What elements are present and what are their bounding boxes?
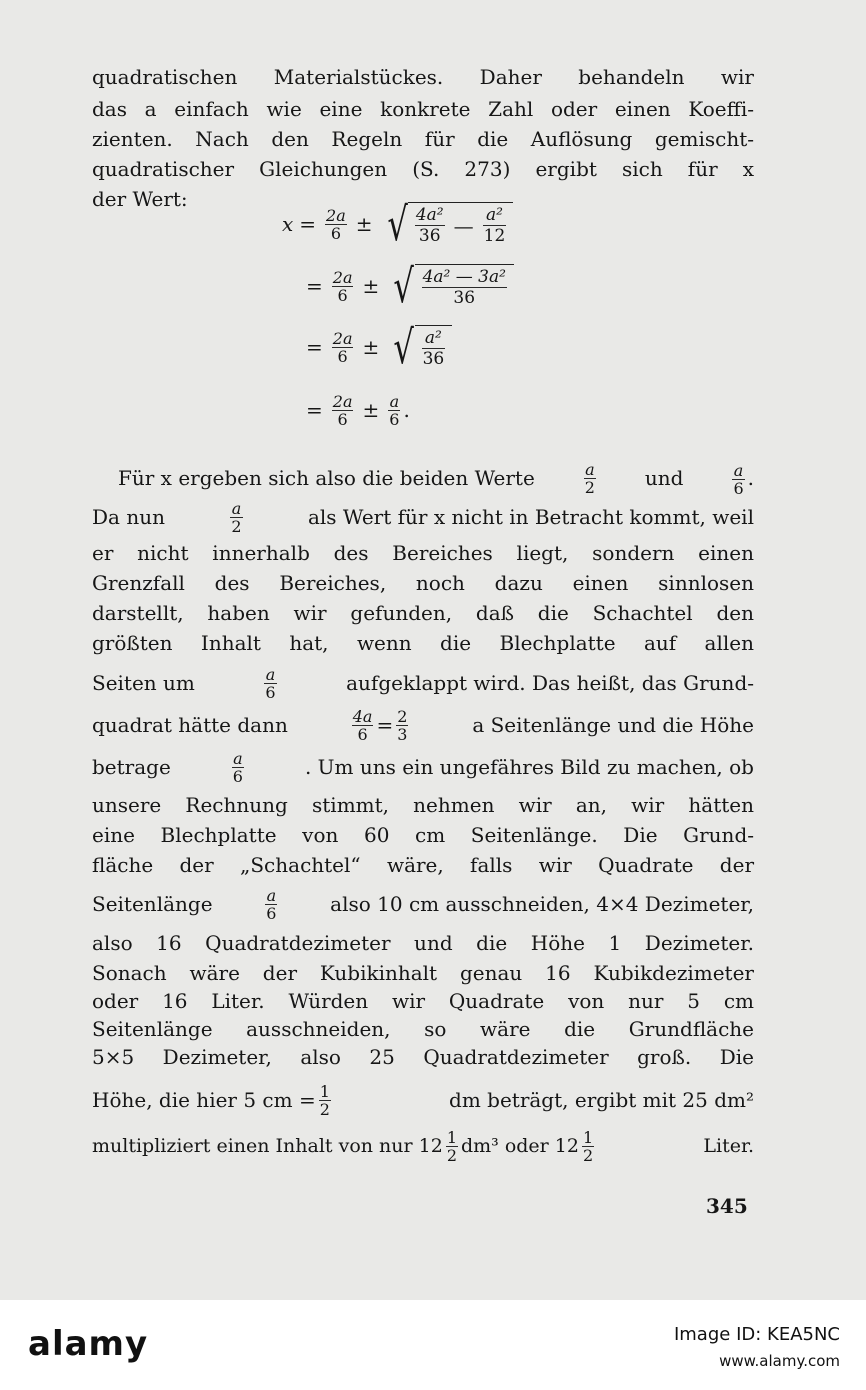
text-line: fläche der „Schachtel“ wäre, falls wir Quadrate der xyxy=(92,853,754,877)
text-line: Seiten um $\frac{a}{6}$ aufgeklappt wird. Das heißt, das Grund- xyxy=(92,664,754,702)
text-line: Seitenlänge $\frac{a}{6}$ also 10 cm ausschneiden, 4×4 Dezimeter, xyxy=(92,885,754,923)
fraction: $\frac{a}{6}$ xyxy=(733,461,744,498)
text-line: eine Blechplatte von 60 cm Seitenlänge. Die Grund- xyxy=(92,823,754,847)
text-line: Seitenlänge ausschneiden, so wäre die Grundfläche xyxy=(92,1017,754,1041)
fraction: $\frac{a}{6}$ xyxy=(265,664,276,702)
text-line: quadratischen Materialstückes. Daher behandeln wir xyxy=(92,65,754,89)
text-line: Sonach wäre der Kubikinhalt genau 16 Kubikdezimeter xyxy=(92,961,754,985)
equation-row-1 xyxy=(282,197,513,251)
fraction: $\frac{a}{6}$ xyxy=(389,391,400,429)
text-line: er nicht innerhalb des Bereiches liegt, sondern einen xyxy=(92,541,754,565)
radical-icon: √ xyxy=(393,320,415,374)
plus-minus-sign: ± xyxy=(362,335,380,359)
fraction: $\frac{a}{2}$ xyxy=(231,498,242,536)
text-line: Grenzfall des Bereiches, noch dazu einen sinnlosen xyxy=(92,571,754,595)
text-line: zienten. Nach den Regeln für die Auflösung gemischt- xyxy=(92,127,754,151)
variable-x: x xyxy=(282,212,294,236)
square-root xyxy=(389,320,452,374)
stock-footer xyxy=(0,1300,866,1390)
fraction: $\frac{\text{4a² — 3a²}}{36}$ xyxy=(422,267,506,308)
fraction: $\frac{a}{2}$ xyxy=(584,459,595,497)
fraction: $\frac{2a}{6}$ xyxy=(332,391,353,429)
equation-row-2 xyxy=(300,259,514,313)
brand-logo: alamy xyxy=(28,1324,149,1364)
text-line: quadratischer Gleichungen (S. 273) ergibt sich für x xyxy=(92,157,754,181)
site-url: www.alamy.com xyxy=(719,1352,840,1370)
equals-sign: = xyxy=(299,212,317,236)
square-root xyxy=(389,259,514,313)
equation-row-4 xyxy=(300,386,410,434)
text-line: größten Inhalt hat, wenn die Blechplatte auf allen xyxy=(92,631,754,655)
image-id: Image ID: KEA5NC xyxy=(673,1324,840,1345)
text-line: der Wert: xyxy=(92,187,188,211)
text-line: Höhe, die hier 5 cm = $\frac{1}{2}$ dm beträgt, ergibt mit 25 dm² xyxy=(92,1081,754,1119)
text-line: darstellt, haben wir gefunden, daß die Schachtel den xyxy=(92,601,754,625)
fraction: $\frac{1}{2}$ xyxy=(319,1081,330,1119)
plus-minus-sign: ± xyxy=(362,398,380,422)
equals-sign: = xyxy=(306,398,323,422)
fraction: $\frac{2a}{6}$ xyxy=(332,267,353,305)
fraction: $\frac{\text{a²}}{12}$ xyxy=(483,205,506,246)
plus-minus-sign: ± xyxy=(355,212,373,236)
fraction: $\frac{2}{3}$ xyxy=(397,706,408,744)
text-line: 5×5 Dezimeter, also 25 Quadratdezimeter groß. Die xyxy=(92,1045,754,1069)
text-line: multipliziert einen Inhalt von nur 12 $\frac{1}{2}$ dm³ oder 12 $\frac{1}{2}$ Liter. xyxy=(92,1127,754,1165)
equals-sign: = xyxy=(306,335,323,359)
fraction: $\frac{1}{2}$ xyxy=(446,1127,457,1165)
period: . xyxy=(403,398,410,422)
fraction: $\frac{2a}{6}$ xyxy=(332,328,353,366)
square-root xyxy=(383,197,514,251)
text-line: Für x ergeben sich also die beiden Werte $\frac{a}{2}$ und $\frac{a}{6}$ . xyxy=(118,459,754,498)
text-line: oder 16 Liter. Würden wir Quadrate von nur 5 cm xyxy=(92,989,754,1013)
equation-row-3 xyxy=(300,320,452,374)
equals-sign: = xyxy=(306,274,323,298)
page-number: 345 xyxy=(706,1194,748,1218)
text-line: betrage $\frac{a}{6}$ . Um uns ein ungefähres Bild zu machen, ob xyxy=(92,748,754,786)
fraction: $\frac{\text{4a²}}{36}$ xyxy=(415,205,444,246)
fraction: $\frac{2a}{6}$ xyxy=(326,205,346,243)
plus-minus-sign: ± xyxy=(362,274,380,298)
text-line: Da nun $\frac{a}{2}$ als Wert für x nicht in Betracht kommt, weil xyxy=(92,498,754,536)
fraction: $\frac{\text{a²}}{36}$ xyxy=(422,328,445,369)
fraction: $\frac{4a}{6}$ xyxy=(352,706,373,744)
fraction: $\frac{1}{2}$ xyxy=(582,1127,594,1165)
radical-icon: √ xyxy=(386,197,408,251)
text-line: quadrat hätte dann $\frac{4a}{6}$ = $\frac{2}{3}$ a Seitenlänge und die Höhe xyxy=(92,706,754,744)
minus-sign: — xyxy=(453,213,474,238)
fraction: $\frac{a}{6}$ xyxy=(266,885,277,923)
text-line: unsere Rechnung stimmt, nehmen wir an, wir hätten xyxy=(92,793,754,817)
radical-icon: √ xyxy=(393,259,415,313)
text-line: das a einfach wie eine konkrete Zahl oder einen Koeffi- xyxy=(92,97,754,121)
fraction: $\frac{a}{6}$ xyxy=(232,748,243,786)
text-line: also 16 Quadratdezimeter und die Höhe 1 Dezimeter. xyxy=(92,931,754,955)
